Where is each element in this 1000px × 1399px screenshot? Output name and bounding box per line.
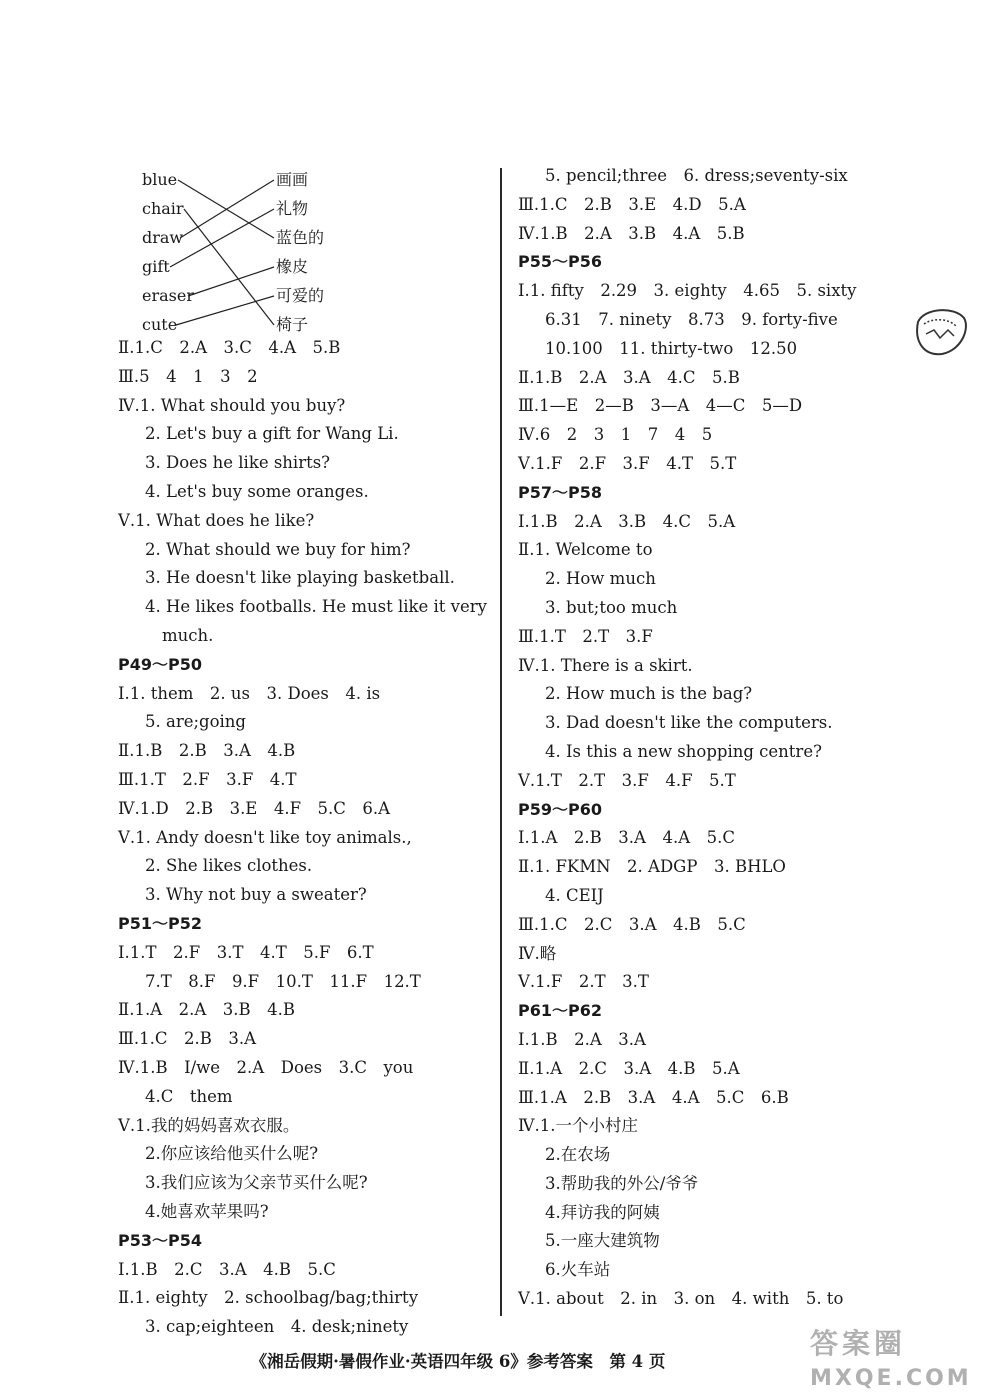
answer-line: 6.31 7. ninety 8.73 9. forty-five	[545, 309, 838, 329]
answer-line: 2. What should we buy for him?	[145, 539, 411, 559]
answer-line: Ⅴ.1. Andy doesn't like toy animals.,	[118, 827, 412, 847]
answer-line: Ⅱ.1. FKMN 2. ADGP 3. BHLO	[518, 857, 786, 877]
answer-line: 4.她喜欢苹果吗?	[145, 1201, 269, 1221]
match-zh-2: 礼物	[276, 199, 309, 218]
answer-line: 4.C them	[145, 1086, 233, 1106]
answer-line: 4. CEIJ	[545, 885, 604, 905]
match-zh-4: 橡皮	[276, 257, 309, 276]
answer-line: 6.火车站	[545, 1260, 611, 1280]
answer-line: 3. cap;eighteen 4. desk;ninety	[145, 1317, 409, 1337]
section-header: P55～P56	[518, 252, 602, 272]
page-footer: 《湘岳假期·暑假作业·英语四年级 6》参考答案 第 4 页	[250, 1352, 666, 1371]
answer-line: Ⅲ.1—E 2—B 3—A 4—C 5—D	[518, 396, 803, 416]
answer-line: Ⅴ.1.F 2.T 3.T	[518, 972, 649, 992]
answer-line: Ⅰ.1.B 2.A 3.B 4.C 5.A	[518, 511, 736, 531]
section-header: P51～P52	[118, 913, 202, 933]
answer-line: Ⅲ.1.C 2.B 3.A	[118, 1029, 257, 1049]
answer-line: 5.一座大建筑物	[545, 1231, 660, 1251]
answer-line: Ⅲ.5 4 1 3 2	[118, 366, 258, 386]
answer-line: 2.在农场	[545, 1145, 611, 1165]
answer-line: Ⅴ.1. What does he like?	[118, 510, 315, 530]
answer-line: Ⅲ.1.C 2.B 3.E 4.D 5.A	[518, 194, 746, 214]
answer-line: 3. Why not buy a sweater?	[145, 885, 367, 905]
stamp-emblem	[910, 300, 970, 360]
answer-line: 10.100 11. thirty-two 12.50	[545, 338, 798, 358]
answer-line: Ⅱ.1.A 2.A 3.B 4.B	[118, 1000, 296, 1020]
answer-line: Ⅰ.1.T 2.F 3.T 4.T 5.F 6.T	[118, 942, 374, 962]
match-zh-5: 可爱的	[276, 286, 325, 305]
answer-line: Ⅰ.1. them 2. us 3. Does 4. is	[118, 683, 381, 703]
match-line-2	[184, 209, 274, 325]
answer-line: Ⅱ.1. eighty 2. schoolbag/bag;thirty	[118, 1288, 419, 1308]
answer-line: 3. He doesn't like playing basketball.	[145, 568, 455, 588]
answer-line: 4. He likes footballs. He must like it very	[145, 597, 487, 617]
answer-line: Ⅴ.1.T 2.T 3.F 4.F 5.T	[518, 770, 736, 790]
answer-line: Ⅱ.1.A 2.C 3.A 4.B 5.A	[518, 1058, 740, 1078]
watermark-logo	[810, 1322, 972, 1391]
answer-line: 2. Let's buy a gift for Wang Li.	[145, 424, 399, 444]
answer-line: 7.T 8.F 9.F 10.T 11.F 12.T	[145, 971, 421, 991]
answer-line: Ⅳ.略	[518, 943, 557, 963]
match-zh-3: 蓝色的	[276, 228, 325, 247]
answer-line: 2.你应该给他买什么呢?	[145, 1144, 319, 1164]
match-line-6	[176, 296, 274, 325]
matching-exercise	[118, 162, 490, 334]
match-en-6: cute	[142, 315, 178, 334]
match-zh-6: 椅子	[276, 315, 309, 334]
answer-line: Ⅳ.1.B 2.A 3.B 4.A 5.B	[518, 223, 745, 243]
column-divider	[500, 168, 502, 1316]
answer-line: 3. Does he like shirts?	[145, 453, 331, 473]
answer-line: 3.帮助我的外公/爷爷	[545, 1173, 699, 1193]
section-header: P61～P62	[518, 1001, 602, 1021]
answer-line: 4. Let's buy some oranges.	[145, 481, 369, 501]
answer-line: Ⅰ.1.B 2.C 3.A 4.B 5.C	[118, 1259, 336, 1279]
answer-line: Ⅳ.1. What should you buy?	[118, 395, 346, 415]
answer-line: Ⅳ.1.一个小村庄	[518, 1116, 638, 1136]
answer-line: Ⅲ.1.C 2.C 3.A 4.B 5.C	[518, 914, 746, 934]
answer-line: 2. How much	[545, 569, 656, 589]
answer-line: Ⅴ.1.我的妈妈喜欢衣服。	[118, 1115, 300, 1135]
answer-line: 2. How much is the bag?	[545, 684, 753, 704]
answer-line: Ⅳ.1.B I/we 2.A Does 3.C you	[118, 1057, 414, 1077]
section-header: P57～P58	[518, 482, 602, 502]
answer-line: Ⅱ.1.B 2.B 3.A 4.B	[118, 741, 296, 761]
match-en-1: blue	[142, 170, 178, 189]
watermark-text: 答案圈	[810, 1327, 907, 1360]
answer-line: much.	[162, 625, 214, 645]
match-line-5	[188, 267, 274, 296]
section-header: P53～P54	[118, 1230, 202, 1250]
answer-line: 3. Dad doesn't like the computers.	[545, 713, 833, 733]
answer-line: 3. but;too much	[545, 597, 678, 617]
answer-line: Ⅰ.1. fifty 2.29 3. eighty 4.65 5. sixty	[518, 281, 857, 301]
matching-lines	[118, 162, 278, 334]
answer-line: Ⅱ.1.B 2.A 3.A 4.C 5.B	[518, 367, 740, 387]
match-zh-1: 画画	[276, 170, 309, 189]
answer-line: Ⅰ.1.B 2.A 3.A	[518, 1029, 646, 1049]
answer-line: Ⅱ.1.C 2.A 3.C 4.A 5.B	[118, 338, 341, 357]
answer-line: 4. Is this a new shopping centre?	[545, 741, 822, 761]
answer-line: Ⅲ.1.T 2.T 3.F	[518, 626, 653, 646]
right-column	[518, 162, 890, 1314]
answer-line: 4.拜访我的阿姨	[545, 1202, 660, 1222]
answer-line: Ⅳ.1. There is a skirt.	[518, 655, 693, 675]
answer-line: Ⅳ.6 2 3 1 7 4 5	[518, 425, 713, 445]
section-header: P59～P60	[518, 799, 602, 819]
answer-line: Ⅱ.1. Welcome to	[518, 540, 653, 560]
answer-line: Ⅴ.1. about 2. in 3. on 4. with 5. to	[518, 1289, 844, 1309]
answer-line: 2. She likes clothes.	[145, 856, 313, 876]
answer-line: Ⅳ.1.D 2.B 3.E 4.F 5.C 6.A	[118, 798, 391, 818]
answer-line: Ⅴ.1.F 2.F 3.F 4.T 5.T	[518, 453, 737, 473]
match-en-5: eraser	[142, 286, 194, 305]
left-column	[118, 162, 490, 1342]
answer-line: Ⅲ.1.T 2.F 3.F 4.T	[118, 769, 297, 789]
match-en-3: draw	[142, 228, 184, 247]
section-header: P49～P50	[118, 654, 202, 674]
answer-line: 5. pencil;three 6. dress;seventy-six	[545, 166, 848, 185]
match-en-4: gift	[142, 257, 170, 276]
watermark-url: MXQE.COM	[810, 1366, 972, 1391]
answer-line: 5. are;going	[145, 712, 246, 732]
match-en-2: chair	[142, 199, 184, 218]
answer-line: Ⅲ.1.A 2.B 3.A 4.A 5.C 6.B	[518, 1087, 789, 1107]
answer-line: 3.我们应该为父亲节买什么呢?	[145, 1173, 368, 1193]
answer-line: Ⅰ.1.A 2.B 3.A 4.A 5.C	[518, 828, 735, 848]
